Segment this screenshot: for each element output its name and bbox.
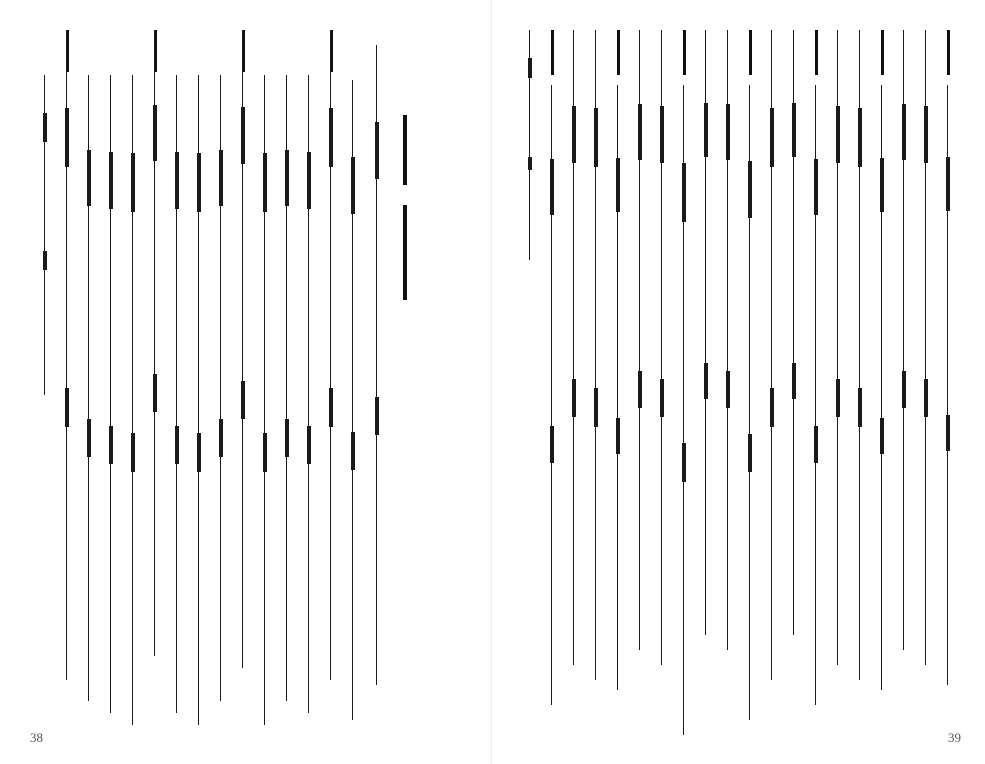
text-column: [66, 30, 74, 680]
text-column: [749, 85, 757, 720]
heading-column: [403, 205, 419, 300]
entry-heading: [947, 30, 958, 75]
text-column: [793, 30, 801, 635]
text-column: [330, 30, 338, 680]
entry-heading: [815, 30, 826, 75]
text-column: [529, 30, 537, 260]
text-column: [595, 30, 603, 680]
right-page: [492, 0, 985, 764]
text-column: [661, 30, 669, 665]
text-column: [154, 30, 162, 656]
text-column: [110, 75, 118, 713]
text-column: [683, 85, 691, 735]
text-column: [376, 45, 384, 685]
text-column: [903, 30, 911, 650]
text-column: [925, 30, 933, 665]
entry-heading: [617, 30, 628, 75]
text-column: [198, 75, 206, 725]
left-page: [0, 0, 492, 764]
text-column: [837, 30, 845, 665]
text-column: [727, 30, 735, 650]
text-column: [881, 85, 889, 690]
text-column: [815, 85, 823, 705]
text-column: [286, 75, 294, 701]
text-column: [617, 85, 625, 690]
entry-heading: [683, 30, 694, 75]
text-column: [264, 75, 272, 725]
text-column: [88, 75, 96, 701]
text-column: [639, 30, 647, 650]
text-column: [573, 30, 581, 665]
text-column: [176, 75, 184, 713]
text-column: [308, 75, 316, 713]
entry-heading: [749, 30, 760, 75]
text-column: [947, 85, 955, 685]
page-number-right: 39: [948, 730, 961, 745]
page-number-left: 38: [30, 730, 43, 745]
entry-heading: [881, 30, 892, 75]
text-column: [44, 75, 52, 395]
text-column: [859, 30, 867, 680]
heading-column: [403, 115, 419, 185]
text-column: [220, 75, 228, 701]
text-column: [551, 85, 559, 705]
entry-heading: [551, 30, 562, 75]
text-column: [705, 30, 713, 635]
text-column: [771, 30, 779, 680]
text-column: [132, 75, 140, 725]
text-column: [352, 80, 360, 720]
text-column: [242, 30, 250, 668]
